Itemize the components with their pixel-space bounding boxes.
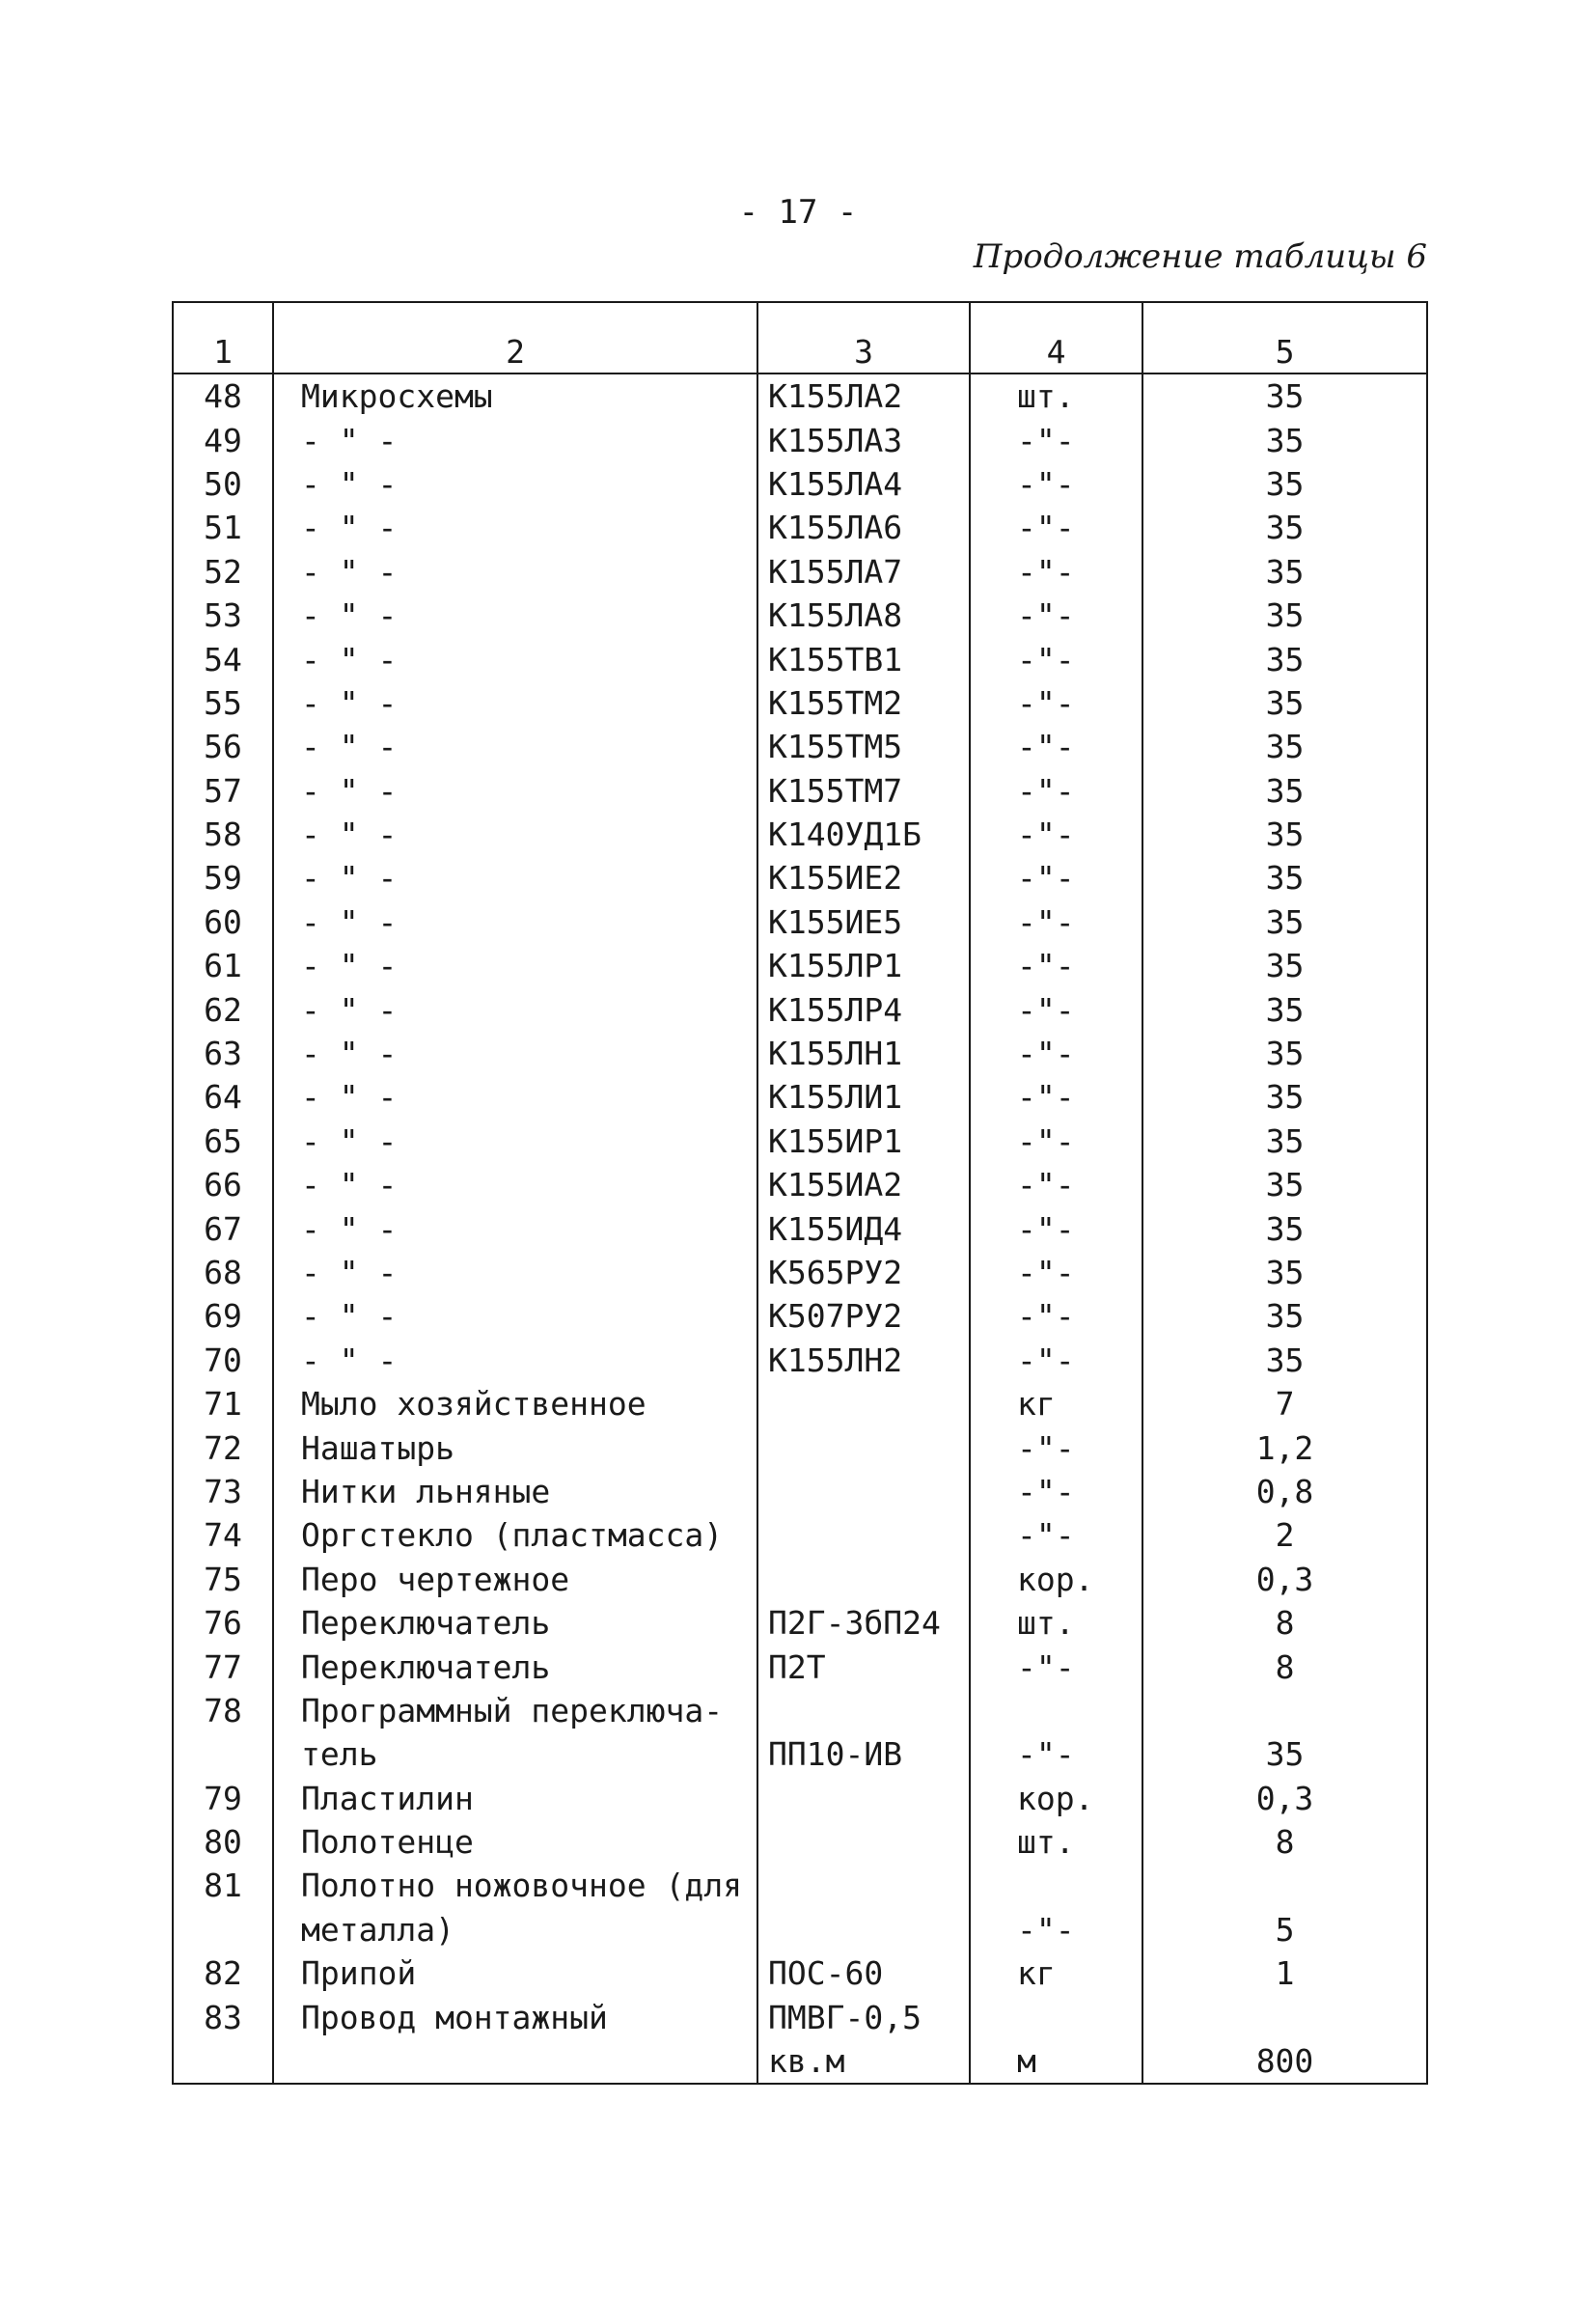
unit-cell: -"- <box>970 462 1142 506</box>
row-number-cell: 67 <box>173 1206 273 1250</box>
row-number-cell: 56 <box>173 725 273 768</box>
quantity-cell: 8 <box>1142 1645 1427 1688</box>
item-name-cell: - " - <box>273 1294 757 1338</box>
table-row <box>173 637 1427 680</box>
row-number-cell: 78 <box>173 1689 273 1732</box>
item-type-cell: К155ЛА3 <box>757 418 970 461</box>
unit-cell: -"- <box>970 1339 1142 1382</box>
quantity-cell: 35 <box>1142 900 1427 944</box>
item-type-cell <box>757 1513 970 1557</box>
item-name-cell: Оргстекло (пластмасса) <box>273 1513 757 1557</box>
item-name-cell: - " - <box>273 418 757 461</box>
row-number-cell <box>173 1732 273 1776</box>
table-continuation-caption: Продолжение таблицы 6 <box>973 237 1427 276</box>
row-number-cell: 75 <box>173 1558 273 1601</box>
unit-cell: -"- <box>970 681 1142 725</box>
table-row <box>173 1206 1427 1250</box>
unit-cell: кор. <box>970 1777 1142 1820</box>
table-row <box>173 550 1427 594</box>
unit-cell: -"- <box>970 725 1142 768</box>
row-number-cell: 69 <box>173 1294 273 1338</box>
item-type-cell: ПОС-60 <box>757 1951 970 1995</box>
row-number-cell: 83 <box>173 1995 273 2038</box>
table-row <box>173 1470 1427 1513</box>
table-header-row <box>173 302 1427 374</box>
quantity-cell: 35 <box>1142 1032 1427 1075</box>
quantity-cell: 35 <box>1142 1206 1427 1250</box>
item-name-cell: - " - <box>273 725 757 768</box>
item-name-cell: - " - <box>273 681 757 725</box>
quantity-cell: 0,8 <box>1142 1470 1427 1513</box>
row-number-cell: 52 <box>173 550 273 594</box>
quantity-cell: 1,2 <box>1142 1425 1427 1469</box>
item-type-cell: К155ИР1 <box>757 1120 970 1163</box>
item-type-cell <box>757 1908 970 1951</box>
quantity-cell <box>1142 1864 1427 1907</box>
quantity-cell: 35 <box>1142 1294 1427 1338</box>
unit-cell: шт. <box>970 374 1142 418</box>
table-row <box>173 1864 1427 1907</box>
header-col-5: 5 <box>1142 302 1427 374</box>
row-number-cell: 58 <box>173 813 273 856</box>
table-row <box>173 681 1427 725</box>
item-name-cell: Перо чертежное <box>273 1558 757 1601</box>
item-type-cell <box>757 1470 970 1513</box>
item-name-cell: Нитки льняные <box>273 1470 757 1513</box>
item-type-cell: К155ЛА7 <box>757 550 970 594</box>
item-type-cell: К155ЛА4 <box>757 462 970 506</box>
table-row <box>173 725 1427 768</box>
item-name-cell: Мыло хозяйственное <box>273 1382 757 1425</box>
row-number-cell: 61 <box>173 944 273 987</box>
row-number-cell: 59 <box>173 856 273 899</box>
table-row <box>173 900 1427 944</box>
item-name-cell: - " - <box>273 1339 757 1382</box>
item-name-cell: Переключатель <box>273 1601 757 1645</box>
row-number-cell: 73 <box>173 1470 273 1513</box>
item-type-cell: К155ТМ7 <box>757 769 970 813</box>
item-name-cell: Нашатырь <box>273 1425 757 1469</box>
table-row <box>173 1163 1427 1206</box>
quantity-cell: 0,3 <box>1142 1558 1427 1601</box>
item-name-cell: - " - <box>273 637 757 680</box>
unit-cell: -"- <box>970 944 1142 987</box>
page-number: - 17 - <box>738 193 858 232</box>
unit-cell: -"- <box>970 1470 1142 1513</box>
header-col-2: 2 <box>273 302 757 374</box>
table-row <box>173 1120 1427 1163</box>
table-row <box>173 1032 1427 1075</box>
item-type-cell: К155ИЕ5 <box>757 900 970 944</box>
item-name-cell: тель <box>273 1732 757 1776</box>
table-row <box>173 1645 1427 1688</box>
row-number-cell: 57 <box>173 769 273 813</box>
item-type-cell: К155ЛИ1 <box>757 1075 970 1119</box>
quantity-cell: 2 <box>1142 1513 1427 1557</box>
table-row <box>173 1995 1427 2038</box>
row-number-cell: 81 <box>173 1864 273 1907</box>
table-row <box>173 1425 1427 1469</box>
item-type-cell: К155ТМ5 <box>757 725 970 768</box>
quantity-cell: 35 <box>1142 1251 1427 1294</box>
item-name-cell: - " - <box>273 900 757 944</box>
row-number-cell: 63 <box>173 1032 273 1075</box>
row-number-cell: 80 <box>173 1820 273 1864</box>
row-number-cell: 54 <box>173 637 273 680</box>
table-row <box>173 856 1427 899</box>
row-number-cell: 66 <box>173 1163 273 1206</box>
quantity-cell: 7 <box>1142 1382 1427 1425</box>
item-type-cell: К140УД1Б <box>757 813 970 856</box>
quantity-cell: 35 <box>1142 769 1427 813</box>
item-type-cell <box>757 1864 970 1907</box>
table-row <box>173 1601 1427 1645</box>
header-col-1: 1 <box>173 302 273 374</box>
table-row <box>173 1339 1427 1382</box>
table-row <box>173 1732 1427 1776</box>
row-number-cell: 48 <box>173 374 273 418</box>
table-row <box>173 769 1427 813</box>
unit-cell: -"- <box>970 813 1142 856</box>
item-type-cell <box>757 1820 970 1864</box>
quantity-cell: 35 <box>1142 856 1427 899</box>
unit-cell: -"- <box>970 506 1142 549</box>
row-number-cell: 53 <box>173 594 273 637</box>
quantity-cell: 35 <box>1142 637 1427 680</box>
item-type-cell: П2Т <box>757 1645 970 1688</box>
unit-cell: -"- <box>970 1251 1142 1294</box>
unit-cell: кор. <box>970 1558 1142 1601</box>
item-name-cell: Припой <box>273 1951 757 1995</box>
row-number-cell: 74 <box>173 1513 273 1557</box>
item-type-cell <box>757 1382 970 1425</box>
quantity-cell: 35 <box>1142 681 1427 725</box>
item-name-cell: - " - <box>273 1032 757 1075</box>
item-name-cell: Переключатель <box>273 1645 757 1688</box>
quantity-cell: 0,3 <box>1142 1777 1427 1820</box>
item-name-cell: - " - <box>273 1163 757 1206</box>
quantity-cell: 35 <box>1142 1732 1427 1776</box>
quantity-cell: 8 <box>1142 1601 1427 1645</box>
quantity-cell: 35 <box>1142 550 1427 594</box>
item-type-cell: П2Г-3бП24 <box>757 1601 970 1645</box>
item-type-cell: К155ТВ1 <box>757 637 970 680</box>
item-name-cell <box>273 2039 757 2084</box>
unit-cell: -"- <box>970 594 1142 637</box>
unit-cell: -"- <box>970 1425 1142 1469</box>
table-row <box>173 1820 1427 1864</box>
item-type-cell: К507РУ2 <box>757 1294 970 1338</box>
table-row <box>173 1908 1427 1951</box>
table-row <box>173 944 1427 987</box>
quantity-cell: 35 <box>1142 462 1427 506</box>
quantity-cell <box>1142 1995 1427 2038</box>
item-name-cell: металла) <box>273 1908 757 1951</box>
item-name-cell: - " - <box>273 594 757 637</box>
quantity-cell: 35 <box>1142 1163 1427 1206</box>
unit-cell: -"- <box>970 637 1142 680</box>
row-number-cell: 51 <box>173 506 273 549</box>
item-name-cell: Пластилин <box>273 1777 757 1820</box>
unit-cell: -"- <box>970 550 1142 594</box>
table-row <box>173 2039 1427 2084</box>
quantity-cell: 35 <box>1142 1120 1427 1163</box>
item-type-cell: К155ИЕ2 <box>757 856 970 899</box>
item-name-cell: Провод монтажный <box>273 1995 757 2038</box>
item-type-cell: К155ЛР1 <box>757 944 970 987</box>
unit-cell: -"- <box>970 1513 1142 1557</box>
table-row <box>173 594 1427 637</box>
table-row <box>173 1075 1427 1119</box>
item-name-cell: - " - <box>273 944 757 987</box>
materials-table <box>172 301 1428 2085</box>
quantity-cell: 8 <box>1142 1820 1427 1864</box>
unit-cell: шт. <box>970 1601 1142 1645</box>
unit-cell: -"- <box>970 418 1142 461</box>
item-type-cell: К155ИД4 <box>757 1206 970 1250</box>
item-type-cell: К155ТМ2 <box>757 681 970 725</box>
unit-cell: шт. <box>970 1820 1142 1864</box>
table-row <box>173 987 1427 1031</box>
item-type-cell: К155ЛН1 <box>757 1032 970 1075</box>
table-row <box>173 1513 1427 1557</box>
row-number-cell: 77 <box>173 1645 273 1688</box>
unit-cell: -"- <box>970 1732 1142 1776</box>
table-row <box>173 1382 1427 1425</box>
item-type-cell <box>757 1689 970 1732</box>
table-row <box>173 1558 1427 1601</box>
item-name-cell: - " - <box>273 462 757 506</box>
unit-cell: -"- <box>970 1908 1142 1951</box>
table-row <box>173 1951 1427 1995</box>
item-type-cell <box>757 1425 970 1469</box>
quantity-cell <box>1142 1689 1427 1732</box>
unit-cell: -"- <box>970 1163 1142 1206</box>
quantity-cell: 35 <box>1142 594 1427 637</box>
unit-cell: -"- <box>970 1206 1142 1250</box>
header-col-4: 4 <box>970 302 1142 374</box>
unit-cell <box>970 1864 1142 1907</box>
row-number-cell: 79 <box>173 1777 273 1820</box>
quantity-cell: 35 <box>1142 1339 1427 1382</box>
item-name-cell: - " - <box>273 1120 757 1163</box>
item-name-cell: - " - <box>273 769 757 813</box>
unit-cell: -"- <box>970 1294 1142 1338</box>
unit-cell <box>970 1995 1142 2038</box>
item-name-cell: Полотенце <box>273 1820 757 1864</box>
item-name-cell: - " - <box>273 987 757 1031</box>
quantity-cell: 35 <box>1142 1075 1427 1119</box>
table-row <box>173 1251 1427 1294</box>
item-name-cell: - " - <box>273 1251 757 1294</box>
row-number-cell: 55 <box>173 681 273 725</box>
unit-cell: м <box>970 2039 1142 2084</box>
item-name-cell: Микросхемы <box>273 374 757 418</box>
table-row <box>173 1689 1427 1732</box>
row-number-cell: 68 <box>173 1251 273 1294</box>
unit-cell: -"- <box>970 769 1142 813</box>
quantity-cell: 35 <box>1142 725 1427 768</box>
table-row <box>173 374 1427 418</box>
table-row <box>173 1294 1427 1338</box>
unit-cell: кг <box>970 1951 1142 1995</box>
item-name-cell: - " - <box>273 813 757 856</box>
item-type-cell: ПП10-ИВ <box>757 1732 970 1776</box>
item-name-cell: Полотно ножовочное (для <box>273 1864 757 1907</box>
unit-cell: -"- <box>970 1645 1142 1688</box>
row-number-cell: 65 <box>173 1120 273 1163</box>
row-number-cell: 49 <box>173 418 273 461</box>
item-type-cell: К155ЛА6 <box>757 506 970 549</box>
quantity-cell: 35 <box>1142 374 1427 418</box>
unit-cell: -"- <box>970 1032 1142 1075</box>
item-type-cell: кв.м <box>757 2039 970 2084</box>
quantity-cell: 1 <box>1142 1951 1427 1995</box>
row-number-cell: 72 <box>173 1425 273 1469</box>
row-number-cell <box>173 1908 273 1951</box>
item-type-cell <box>757 1777 970 1820</box>
row-number-cell <box>173 2039 273 2084</box>
row-number-cell: 82 <box>173 1951 273 1995</box>
item-type-cell: К155ЛА8 <box>757 594 970 637</box>
table-row <box>173 813 1427 856</box>
table-row <box>173 506 1427 549</box>
item-name-cell: - " - <box>273 550 757 594</box>
unit-cell: -"- <box>970 1120 1142 1163</box>
item-type-cell: К155ЛН2 <box>757 1339 970 1382</box>
unit-cell: -"- <box>970 900 1142 944</box>
item-type-cell <box>757 1558 970 1601</box>
quantity-cell: 35 <box>1142 987 1427 1031</box>
quantity-cell: 35 <box>1142 418 1427 461</box>
unit-cell: -"- <box>970 856 1142 899</box>
unit-cell: -"- <box>970 1075 1142 1119</box>
table-row <box>173 418 1427 461</box>
row-number-cell: 60 <box>173 900 273 944</box>
item-name-cell: - " - <box>273 506 757 549</box>
header-col-3: 3 <box>757 302 970 374</box>
item-type-cell: К565РУ2 <box>757 1251 970 1294</box>
item-name-cell: Программный переключа- <box>273 1689 757 1732</box>
quantity-cell: 5 <box>1142 1908 1427 1951</box>
row-number-cell: 50 <box>173 462 273 506</box>
table-row <box>173 462 1427 506</box>
row-number-cell: 64 <box>173 1075 273 1119</box>
item-name-cell: - " - <box>273 856 757 899</box>
quantity-cell: 35 <box>1142 813 1427 856</box>
item-name-cell: - " - <box>273 1075 757 1119</box>
row-number-cell: 71 <box>173 1382 273 1425</box>
item-type-cell: ПМВГ-0,5 <box>757 1995 970 2038</box>
unit-cell <box>970 1689 1142 1732</box>
quantity-cell: 35 <box>1142 944 1427 987</box>
unit-cell: -"- <box>970 987 1142 1031</box>
item-type-cell: К155ЛР4 <box>757 987 970 1031</box>
row-number-cell: 76 <box>173 1601 273 1645</box>
table-body <box>173 374 1427 2084</box>
unit-cell: кг <box>970 1382 1142 1425</box>
quantity-cell: 35 <box>1142 506 1427 549</box>
row-number-cell: 62 <box>173 987 273 1031</box>
row-number-cell: 70 <box>173 1339 273 1382</box>
item-name-cell: - " - <box>273 1206 757 1250</box>
item-type-cell: К155ИА2 <box>757 1163 970 1206</box>
quantity-cell: 800 <box>1142 2039 1427 2084</box>
item-type-cell: К155ЛА2 <box>757 374 970 418</box>
table-row <box>173 1777 1427 1820</box>
